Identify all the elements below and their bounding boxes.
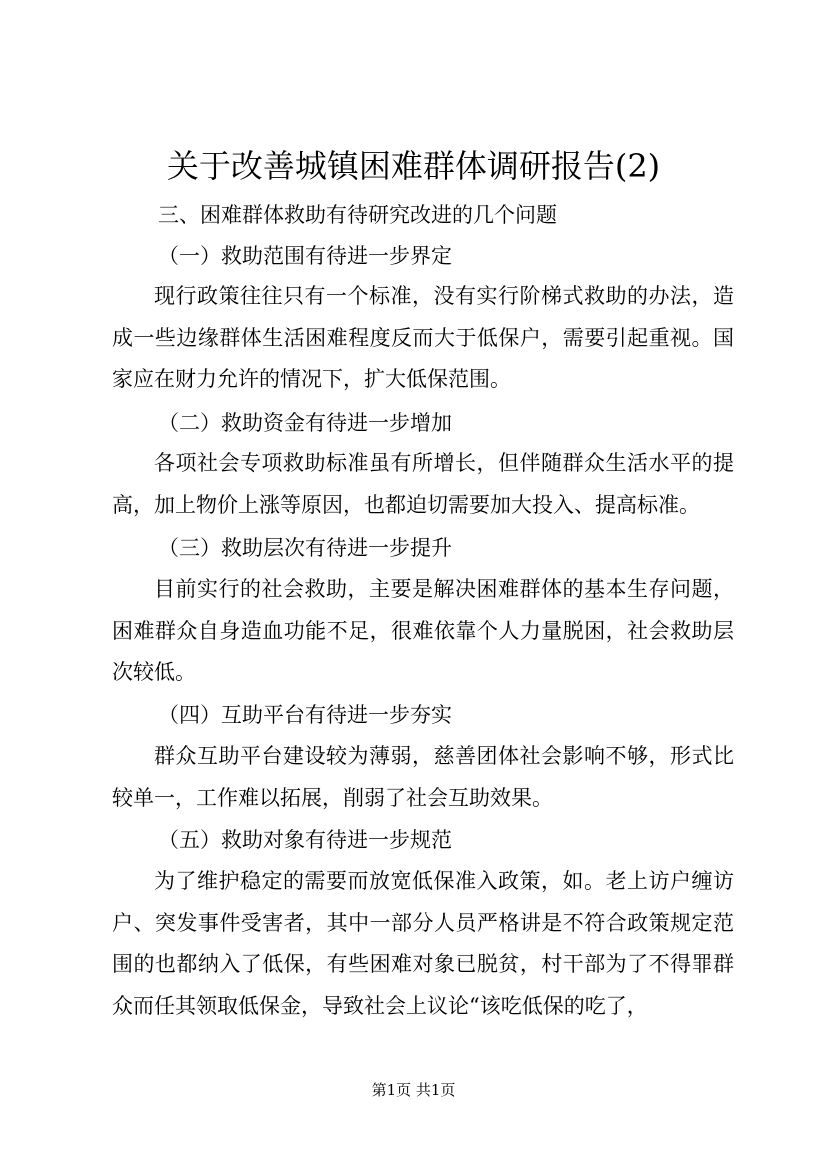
item-1-heading: （一）救助范围有待进一步界定 [158, 244, 452, 268]
item-1-body: 现行政策往往只有一个标准，没有实行阶梯式救助的办法，造成一些边缘群体生活困难程度反而大于低保户，需要引起重视。国家应在财力允许的情况下，扩大低保范围。 [112, 284, 734, 391]
item-5-body: 为了维护稳定的需要而放宽低保准入政策，如。老上访户缠访户、突发事件受害者，其中一部分人员严格讲是不符合政策规定范围的也都纳入了低保，有些困难对象已脱贫，村干部为了不得罪群众而任其领取低保金，导致社会上议论“该吃低保的吃了， [112, 869, 734, 1018]
page-number-footer: 第1页 共1页 [371, 1081, 456, 1099]
item-2-body: 各项社会专项救助标准虽有所增长，但伴随群众生活水平的提高，加上物价上涨等原因，也都迫切需要加大投入、提高标准。 [112, 451, 734, 517]
item-3-body: 目前实行的社会救助，主要是解决困难群体的基本生存问题，困难群众自身造血功能不足，很难依靠个人力量脱困，社会救助层次较低。 [112, 577, 734, 684]
item-5-heading: （五）救助对象有待进一步规范 [158, 828, 452, 852]
item-4-body: 群众互助平台建设较为薄弱，慈善团体社会影响不够，形式比较单一，工作难以拓展，削弱了社会互助效果。 [112, 744, 734, 810]
item-2-heading: （二）救助资金有待进一步增加 [158, 411, 452, 435]
section-heading: 三、困难群体救助有待研究改进的几个问题 [158, 203, 557, 227]
document-title: 关于改善城镇困难群体调研报告(2) [166, 147, 661, 185]
item-3-heading: （三）救助层次有待进一步提升 [158, 536, 452, 560]
item-4-heading: （四）互助平台有待进一步夯实 [158, 703, 452, 727]
